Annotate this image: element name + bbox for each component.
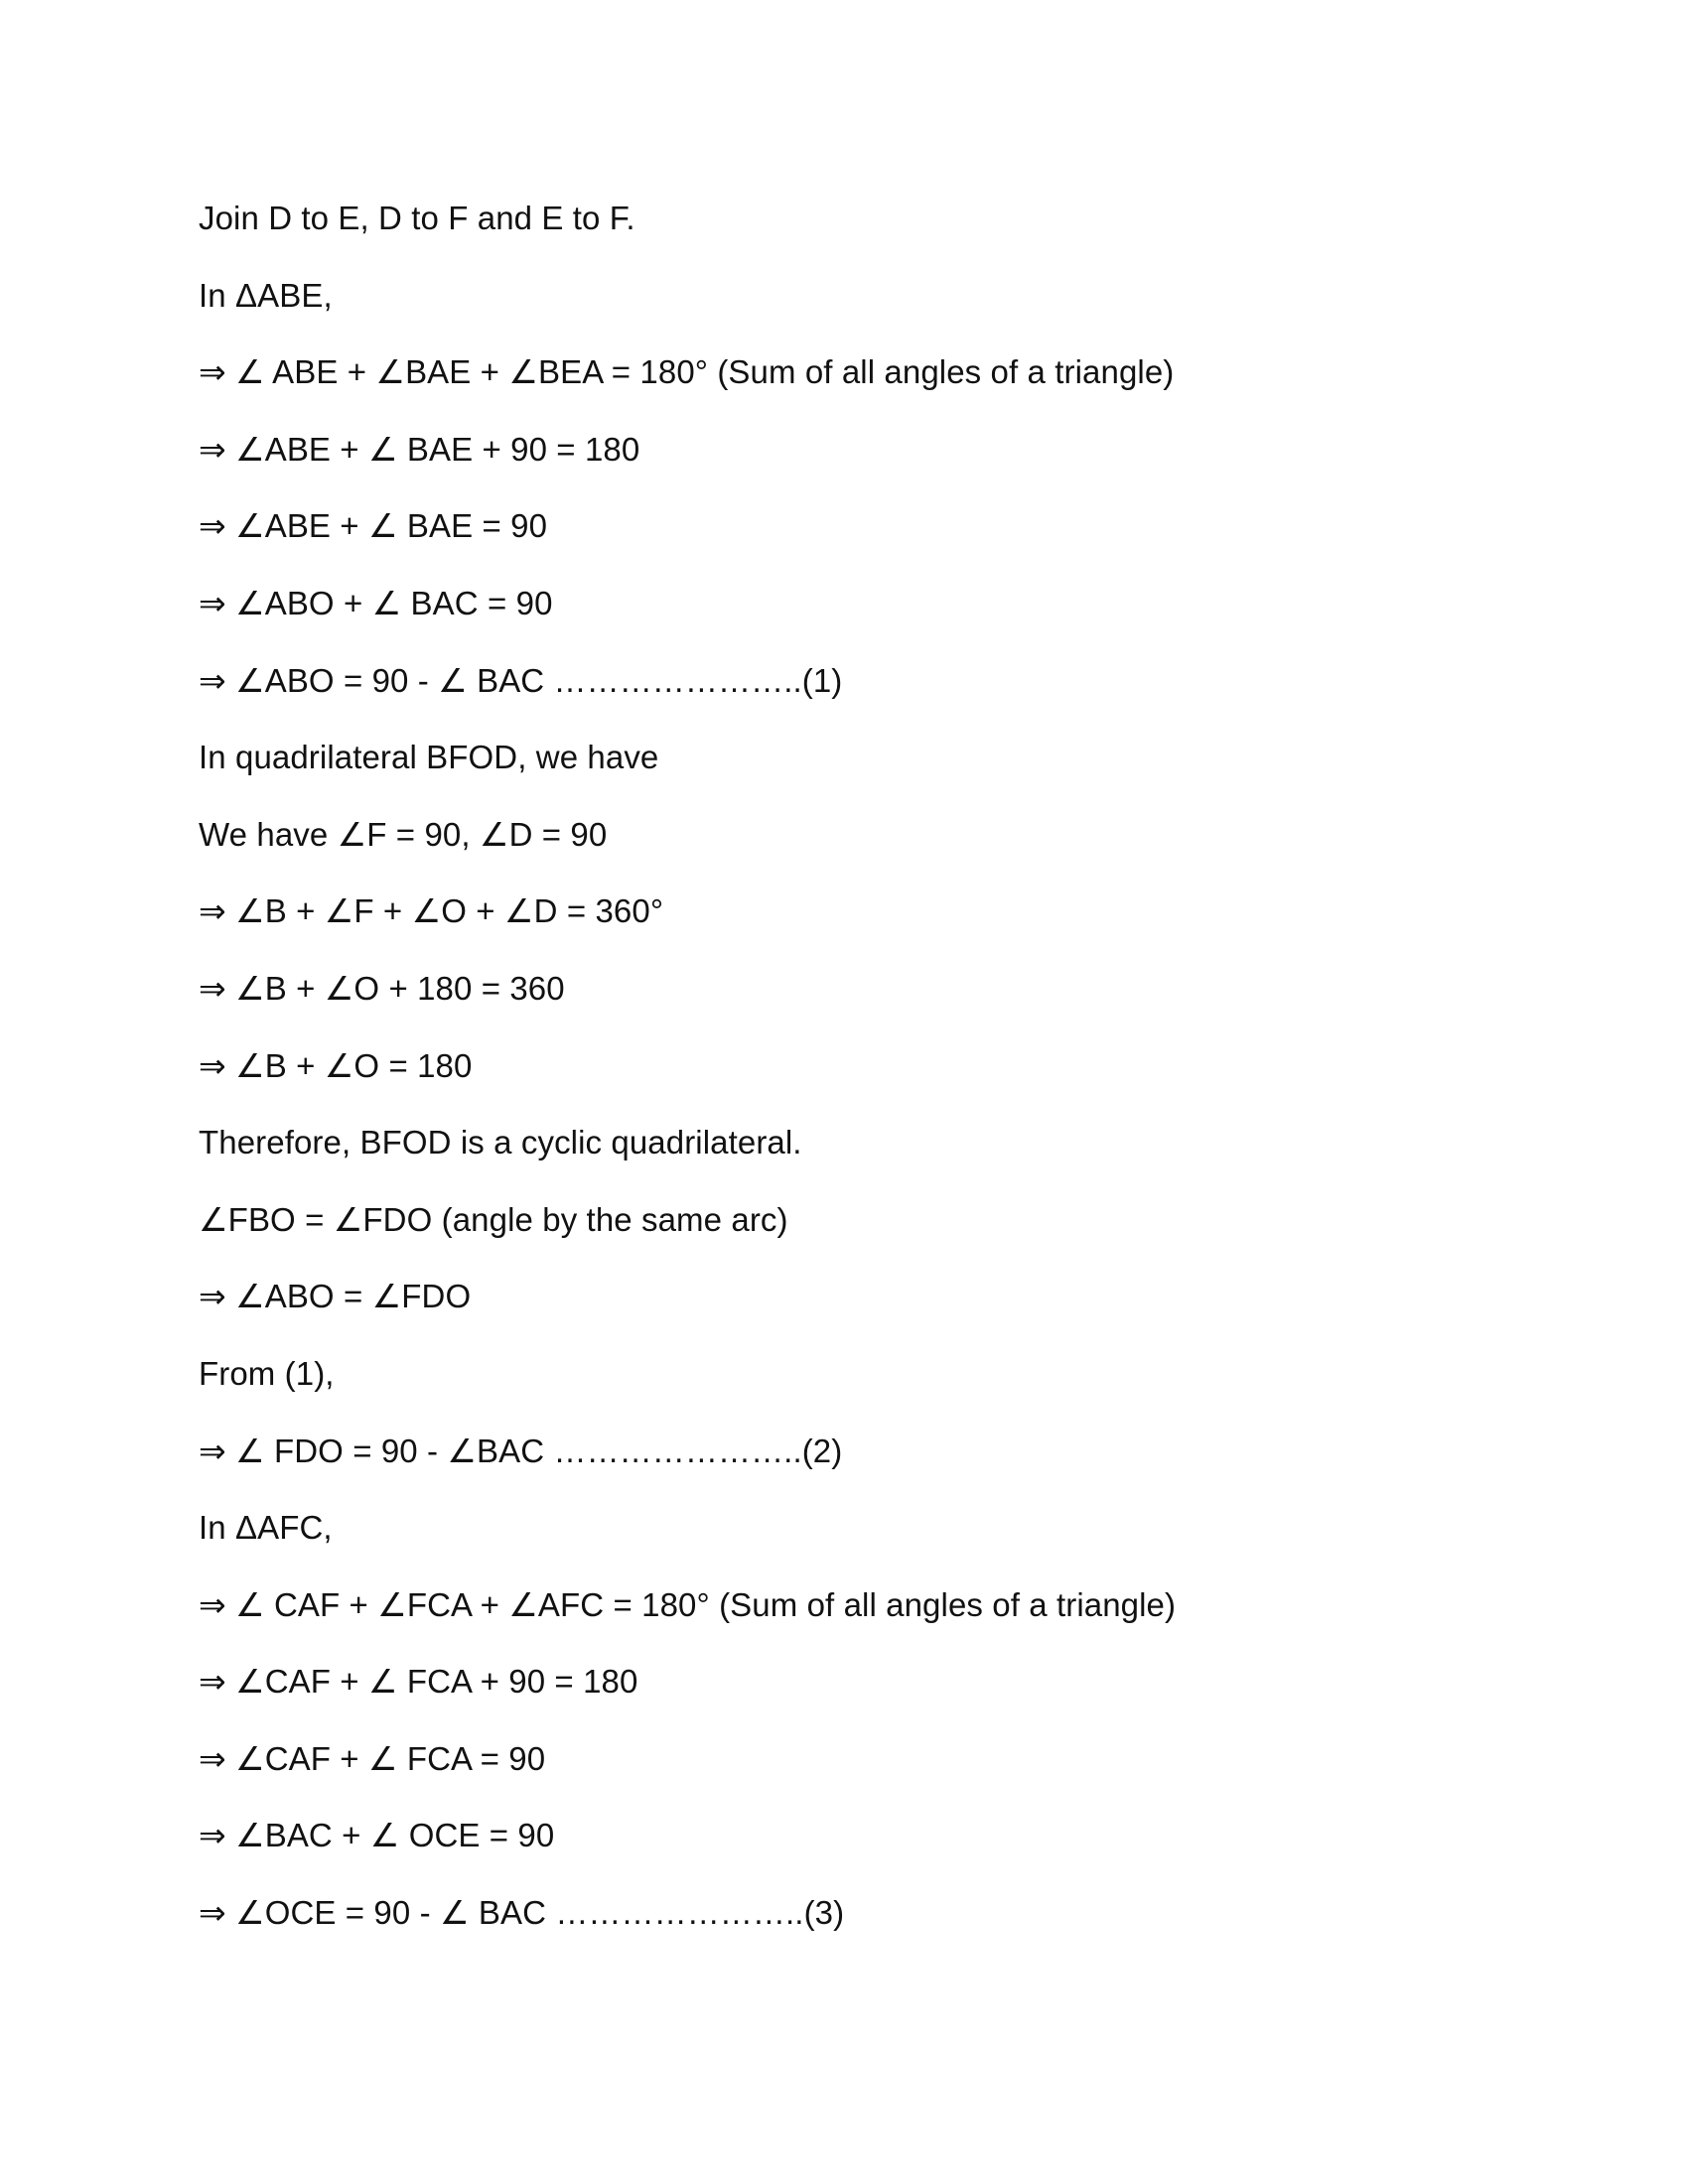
proof-line: ⇒ ∠OCE = 90 - ∠ BAC …………………..(3) bbox=[199, 1894, 845, 1932]
proof-line: Join D to E, D to F and E to F. bbox=[199, 200, 635, 236]
proof-line: ⇒ ∠ABO + ∠ BAC = 90 bbox=[199, 584, 553, 621]
proof-line: ⇒ ∠ CAF + ∠FCA + ∠AFC = 180° (Sum of all angles of a triangle) bbox=[199, 1585, 1177, 1623]
proof-line: In quadrilateral BFOD, we have bbox=[199, 739, 659, 776]
proof-line: ⇒ ∠ABE + ∠ BAE = 90 bbox=[199, 507, 548, 545]
proof-line: ⇒ ∠BAC + ∠ OCE = 90 bbox=[199, 1817, 555, 1854]
proof-line: ⇒ ∠B + ∠O = 180 bbox=[199, 1046, 473, 1084]
proof-line: ⇒ ∠B + ∠O + 180 = 360 bbox=[199, 969, 565, 1007]
proof-line: In ΔAFC, bbox=[199, 1509, 333, 1547]
proof-line: ∠FBO = ∠FDO (angle by the same arc) bbox=[199, 1200, 788, 1238]
proof-line: ⇒ ∠ABO = ∠FDO bbox=[199, 1278, 472, 1315]
proof-line: ⇒ ∠ABO = 90 - ∠ BAC …………………..(1) bbox=[199, 661, 843, 699]
proof-line: ⇒ ∠ ABE + ∠BAE + ∠BEA = 180° (Sum of all angles of a triangle) bbox=[199, 353, 1175, 391]
proof-line: ⇒ ∠CAF + ∠ FCA = 90 bbox=[199, 1739, 546, 1777]
proof-line: From (1), bbox=[199, 1354, 335, 1392]
proof-line: ⇒ ∠ FDO = 90 - ∠BAC …………………..(2) bbox=[199, 1432, 843, 1469]
proof-line: ⇒ ∠ABE + ∠ BAE + 90 = 180 bbox=[199, 430, 640, 468]
proof-line: ⇒ ∠B + ∠F + ∠O + ∠D = 360° bbox=[199, 892, 664, 930]
proof-line: Therefore, BFOD is a cyclic quadrilateral. bbox=[199, 1124, 802, 1161]
proof-text bbox=[199, 195, 1589, 1967]
proof-line: We have ∠F = 90, ∠D = 90 bbox=[199, 815, 608, 853]
proof-line: In ΔABE, bbox=[199, 276, 333, 314]
proof-line: ⇒ ∠CAF + ∠ FCA + 90 = 180 bbox=[199, 1663, 638, 1701]
